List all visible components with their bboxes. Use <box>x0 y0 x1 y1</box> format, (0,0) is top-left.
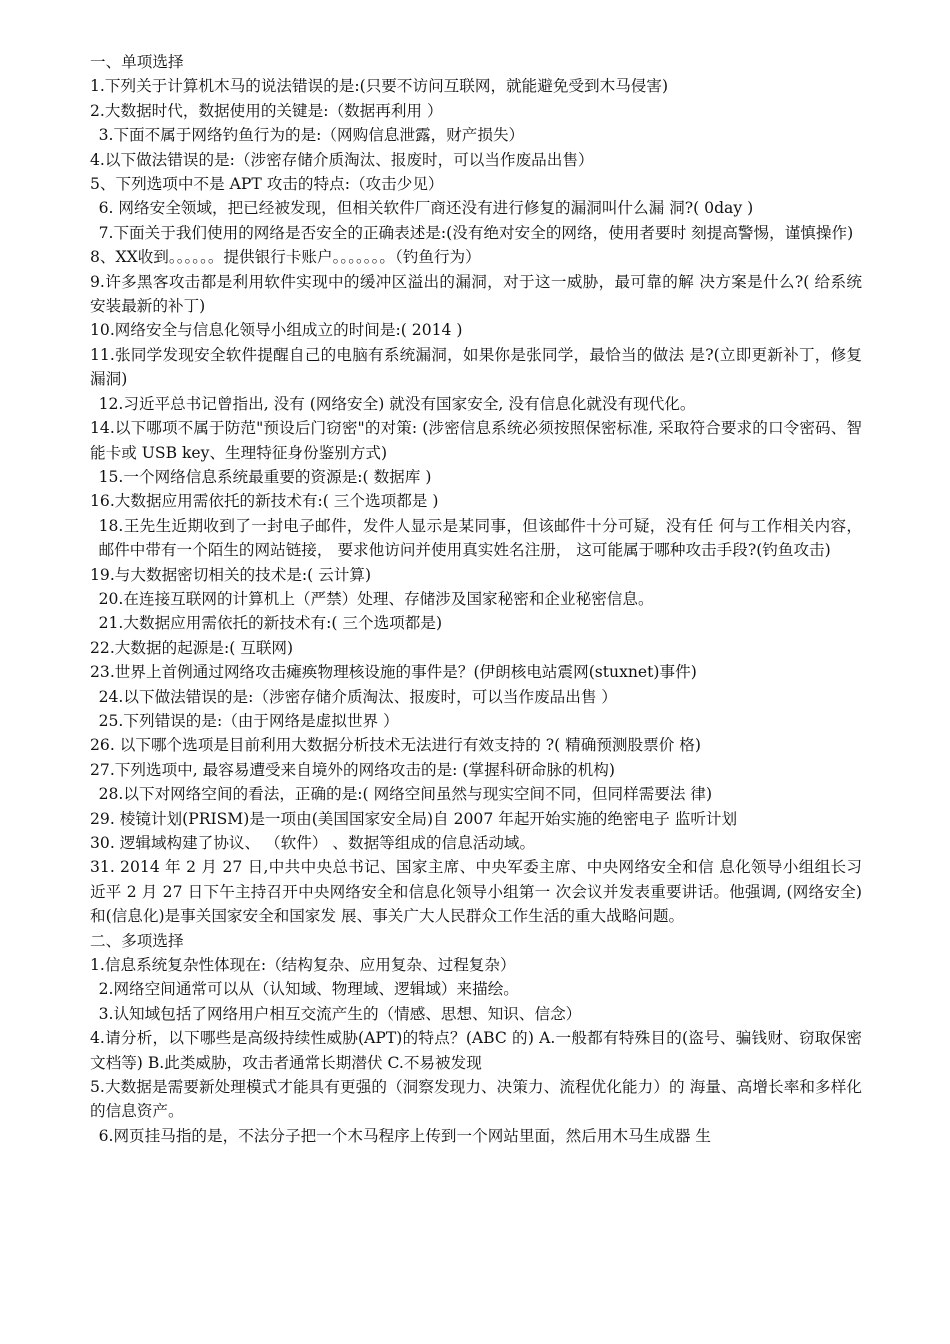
question-item: 7.下面关于我们使用的网络是否安全的正确表述是:(没有绝对安全的网络，使用者要时 刻提高警惕，谨慎操作) <box>98 223 854 242</box>
question-item: 12.习近平总书记曾指出, 没有 (网络安全) 就没有国家安全, 没有信息化就没有现代化。 <box>98 394 696 413</box>
question-item: 15.一个网络信息系统最重要的资源是:( 数据库 ) <box>98 467 432 486</box>
question-item: 8、XX收到。。。。。。提供银行卡账户。。。。。。。（钓鱼行为） <box>90 248 481 267</box>
question-item: 24.以下做法错误的是:（涉密存储介质淘汰、报废时，可以当作废品出售 ） <box>98 687 617 706</box>
question-item: 20.在连接互联网的计算机上（严禁）处理、存储涉及国家秘密和企业秘密信息。 <box>98 589 654 608</box>
question-item: 4.请分析，以下哪些是高级持续性威胁(APT)的特点？(ABC 的) A.一般都有特殊目的(盗号、骗钱财、窃取保密文档等) B.此类威胁，攻击者通常长期潜伏 C.不易被发现 <box>90 1029 862 1072</box>
question-item: 19.与大数据密切相关的技术是:( 云计算) <box>90 565 372 584</box>
question-item: 2.网络空间通常可以从（认知域、物理域、逻辑域）来描绘。 <box>98 980 519 999</box>
question-item: 28.以下对网络空间的看法，正确的是:( 网络空间虽然与现实空间不同，但同样需要法 律) <box>98 785 713 804</box>
question-item: 1.下列关于计算机木马的说法错误的是:(只要不访问互联网，就能避免受到木马侵害) <box>90 77 669 96</box>
question-item: 3.认知域包括了网络用户相互交流产生的（情感、思想、知识、信念） <box>98 1004 582 1023</box>
question-item: 29. 棱镜计划(PRISM)是一项由(美国国家安全局)自 2007 年起开始实施的绝密电子 监听计划 <box>90 809 738 828</box>
question-item: 4.以下做法错误的是:（涉密存储介质淘汰、报废时，可以当作废品出售） <box>90 150 594 169</box>
section-heading-single-choice: 一、单项选择 <box>90 53 184 71</box>
question-item: 5.大数据是需要新处理模式才能具有更强的（洞察发现力、决策力、流程优化能力）的 海量、高增长率和多样化的信息资产。 <box>90 1078 862 1121</box>
question-item: 26. 以下哪个选项是目前利用大数据分析技术无法进行有效支持的 ?( 精确预测股票价 格) <box>90 736 701 755</box>
question-item: 31. 2014 年 2 月 27 日,中共中央总书记、国家主席、中央军委主席、中央网络安全和信 息化领导小组组长习近平 2 月 27 日下午主持召开中央网络安全和信息化领导小组第一 次会议并发表重要讲话。他强调, (网络安全)和(信息化)是事关国家安全和国家发 展、事关广大人民群众工作生活的重大战略问题。 <box>90 858 862 926</box>
question-item: 5、下列选项中不是 APT 攻击的特点:（攻击少见） <box>90 175 444 194</box>
question-item: 18.王先生近期收到了一封电子邮件，发件人显示是某同事，但该邮件十分可疑，没有任 何与工作相关内容， 邮件中带有一个陌生的网站链接， 要求他访问并使用真实姓名注册， 这可能属于哪种攻击手段?(钓鱼攻击) <box>98 516 867 560</box>
question-item: 9.许多黑客攻击都是利用软件实现中的缓冲区溢出的漏洞，对于这一威胁，最可靠的解 决方案是什么?( 给系统安装最新的补丁) <box>90 272 862 316</box>
question-item: 10.网络安全与信息化领导小组成立的时间是:( 2014 ) <box>90 321 463 340</box>
document-page <box>90 50 867 1148</box>
question-item: 14.以下哪项不属于防范"预设后门窃密"的对策: (涉密信息系统必须按照保密标准, 采取符合要求的口令密码、智能卡或 USB key、生理特征身份鉴别方式) <box>90 419 862 462</box>
question-item: 23.世界上首例通过网络攻击瘫痪物理核设施的事件是？(伊朗核电站震网(stuxnet)事件) <box>90 663 697 682</box>
section-heading-multiple-choice: 二、多项选择 <box>90 931 184 950</box>
question-item: 30. 逻辑域构建了协议、 （软件） 、数据等组成的信息活动域。 <box>90 834 536 852</box>
question-item: 11.张同学发现安全软件提醒自己的电脑有系统漏洞，如果你是张同学，最恰当的做法 是?(立即更新补丁，修复漏洞) <box>90 345 862 389</box>
question-item: 3.下面不属于网络钓鱼行为的是:（网购信息泄露，财产损失） <box>98 126 525 145</box>
question-item: 16.大数据应用需依托的新技术有:( 三个选项都是 ) <box>90 492 439 511</box>
question-item: 25.下列错误的是:（由于网络是虚拟世界 ） <box>98 711 399 730</box>
question-item: 21.大数据应用需依托的新技术有:( 三个选项都是) <box>98 614 443 633</box>
question-item: 22.大数据的起源是:( 互联网) <box>90 638 294 657</box>
question-item: 1.信息系统复杂性体现在:（结构复杂、应用复杂、过程复杂） <box>90 956 516 975</box>
question-item: 6. 网络安全领域，把已经被发现，但相关软件厂商还没有进行修复的漏洞叫什么漏 洞?( 0day ) <box>98 199 754 218</box>
question-item: 2.大数据时代，数据使用的关键是:（数据再利用 ） <box>90 101 443 120</box>
question-item: 6.网页挂马指的是，不法分子把一个木马程序上传到一个网站里面，然后用木马生成器 生 <box>98 1126 711 1145</box>
question-item: 27.下列选项中, 最容易遭受来自境外的网络攻击的是: (掌握科研命脉的机构) <box>90 760 615 779</box>
